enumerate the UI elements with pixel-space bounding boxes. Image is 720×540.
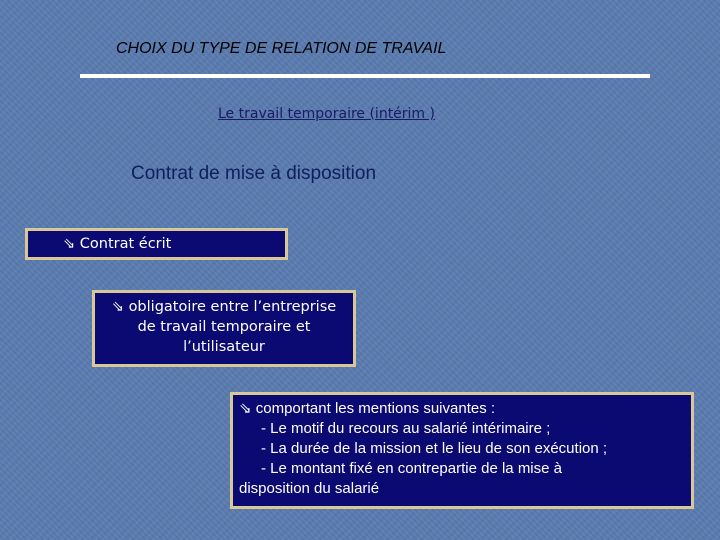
box1-text: Contrat écrit [79,236,172,252]
contract-written-box [25,228,288,260]
box3-line-3: - La durée de la mission et le lieu de son exécution ; [261,440,608,457]
title-divider [80,74,650,78]
box3-line-5: disposition du salarié [239,480,380,497]
arrow-icon: ⇘ [63,236,76,252]
box2-text-1: obligatoire entre l’entreprise [128,299,337,315]
section-heading: Contrat de mise à disposition [131,163,377,184]
box2-line-3: l’utilisateur [183,339,265,355]
box2-line-1 [95,297,353,317]
box3-line-4: - Le montant fixé en contrepartie de la mise à [261,460,562,477]
mentions-box [230,392,694,509]
slide-subtitle: Le travail temporaire (intérim ) [218,106,435,122]
box3-line-2: - Le motif du recours au salarié intérimaire ; [261,420,551,437]
box2-line-2: de travail temporaire et [137,319,311,335]
arrow-icon: ⇘ [239,399,252,417]
box3-line-1 [239,398,691,419]
box3-text-1: comportant les mentions suivantes : [255,400,496,417]
slide-title: CHOIX DU TYPE DE RELATION DE TRAVAIL [116,40,447,57]
arrow-icon: ⇘ [111,299,124,315]
mandatory-box [92,290,356,367]
